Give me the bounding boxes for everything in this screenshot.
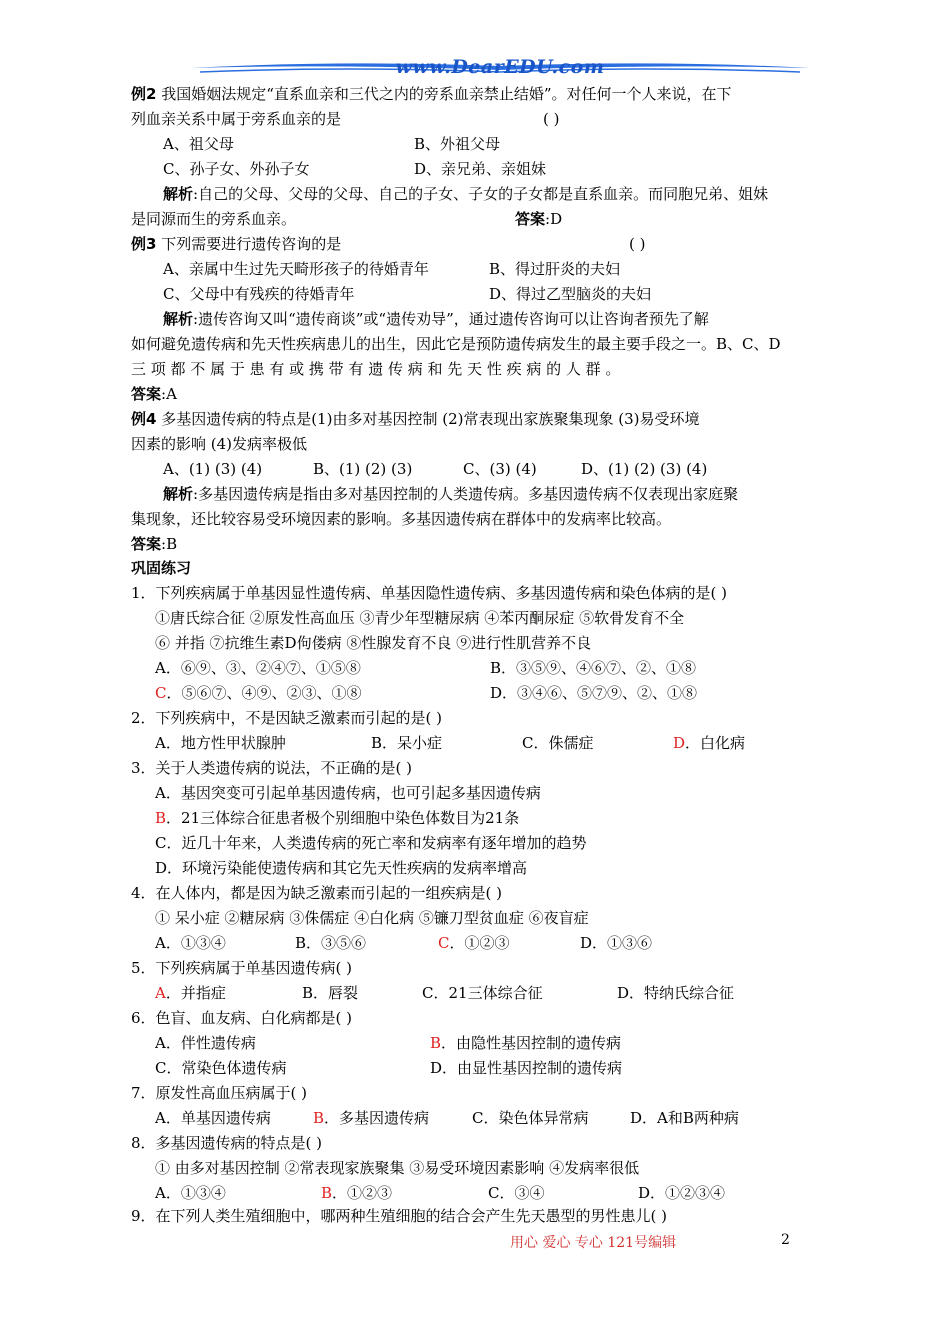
practice-q1-items2: ⑥ 并指 ⑦抗维生素D佝偻病 ⑧性腺发育不良 ⑨进行性肌营养不良 [155, 634, 592, 652]
ex4-answer: :B [161, 535, 178, 553]
ex4-answer-label: 答案 [131, 535, 162, 553]
ex2-options-row1 [163, 134, 501, 154]
practice-q3-stem: 3．关于人类遗传病的说法，不正确的是( ) [131, 759, 413, 777]
practice-q7-options [155, 1108, 739, 1128]
ex4-option-d: D、(1) (2) (3) (4) [581, 460, 708, 478]
practice-q8-option-a: A．①③④ [155, 1184, 226, 1202]
ex2-analysis-text2: 是同源而生的旁系血亲。 [131, 210, 297, 228]
practice-q6-option-d: D．由显性基因控制的遗传病 [430, 1059, 623, 1077]
practice-q2-option-b: B．呆小症 [371, 734, 443, 752]
ex3-analysis-line3 [131, 359, 620, 379]
ex4-option-a: A、(1) (3) (4) [163, 460, 263, 478]
practice-q1-options-row2 [155, 683, 698, 703]
ex4-option-c: C、(3) (4) [463, 460, 537, 478]
practice-q1-option-a: A．⑥⑨、③、②④⑦、①⑤⑧ [155, 659, 361, 677]
practice-q6-option-b: ．由隐性基因控制的遗传病 [441, 1034, 622, 1052]
practice-q5-answer-mark: A [155, 984, 166, 1002]
ex3-option-d: D、得过乙型脑炎的夫妇 [489, 285, 652, 303]
page-number: 2 [781, 1232, 790, 1248]
ex3-analysis-line1 [163, 309, 709, 329]
practice-q1-option-c: ．⑤⑥⑦、④⑨、②③、①⑧ [166, 684, 362, 702]
practice-q1-answer-mark: C [155, 684, 167, 702]
ex4-question-line2 [131, 434, 307, 454]
ex2-q1: 我国婚姻法规定“直系血亲和三代之内的旁系血亲禁止结婚”。对任何一个人来说，在下 [156, 85, 732, 103]
practice-q4-answer-mark: C [438, 934, 450, 952]
ex2-label: 例2 [131, 85, 157, 103]
ex2-analysis-label: 解析 [163, 185, 194, 203]
ex3-answer: :A [161, 385, 177, 403]
practice-title: 巩固练习 [131, 559, 192, 577]
ex4-q1: 多基因遗传病的特点是(1)由多对基因控制 (2)常表现出家族聚集现象 (3)易受环境 [156, 410, 700, 428]
ex2-analysis-line2 [131, 209, 563, 229]
practice-q8-option-d: D．①②③④ [638, 1184, 726, 1202]
practice-q5-option-c: C．21三体综合征 [422, 984, 543, 1002]
practice-q5-option-d: D．特纳氏综合征 [617, 984, 735, 1002]
practice-q1-options-row1 [155, 658, 697, 678]
dearedu-logo [180, 52, 820, 88]
ex2-q2: 列血亲关系中属于旁系血亲的是 [131, 110, 342, 128]
practice-q1-items1: ①唐氏综合征 ②原发性高血压 ③青少年型糖尿病 ④苯丙酮尿症 ⑤软骨发育不全 [155, 609, 685, 627]
ex2-option-c: C、孙子女、外孙子女 [163, 160, 310, 178]
practice-q9-stem: 9．在下列人类生殖细胞中，哪两种生殖细胞的结合会产生先天愚型的男性患儿( ) [131, 1207, 668, 1225]
practice-q2-option-a: A．地方性甲状腺肿 [155, 734, 286, 752]
ex3-option-c: C、父母中有残疾的待婚青年 [163, 285, 355, 303]
practice-q7-stem: 7．原发性高血压病属于( ) [131, 1084, 308, 1102]
ex3-q: 下列需要进行遗传咨询的是 [156, 235, 342, 253]
ex3-analysis-text3: 三 项 都 不 属 于 患 有 或 携 带 有 遗 传 病 和 先 天 性 疾 病 的 人 群 。 [131, 360, 621, 378]
practice-q2-answer-mark: D [673, 734, 686, 752]
practice-q3-option-b-line [155, 808, 519, 828]
ex2-option-b: B、外祖父母 [414, 135, 501, 153]
practice-q8-answer-mark: B [321, 1184, 333, 1202]
practice-q7-option-a: A．单基因遗传病 [155, 1109, 271, 1127]
ex2-options-row2 [163, 159, 547, 179]
practice-q6-option-a: A．伴性遗传病 [155, 1034, 256, 1052]
practice-q3-option-d: D．环境污染能使遗传病和其它先天性疾病的发病率增高 [155, 859, 528, 877]
practice-q7-option-d: D．A和B两种病 [630, 1109, 739, 1127]
ex2-analysis-line1 [163, 184, 768, 204]
ex3-option-b: B、得过肝炎的夫妇 [489, 260, 621, 278]
ex2-answer: :D [545, 210, 563, 228]
practice-q5-options [155, 983, 735, 1003]
practice-q4-stem: 4．在人体内，都是因为缺乏激素而引起的一组疾病是( ) [131, 884, 503, 902]
practice-q5-option-a: ．并指症 [165, 984, 226, 1002]
ex4-question-line1 [131, 409, 700, 429]
practice-q3-option-a: A．基因突变可引起单基因遗传病，也可引起多基因遗传病 [155, 784, 541, 802]
practice-q2-stem: 2．下列疾病中，不是因缺乏激素而引起的是( ) [131, 709, 443, 727]
ex4-analysis-text1: :多基因遗传病是指由多对基因控制的人类遗传病。多基因遗传病不仅表现出家庭聚 [193, 485, 739, 503]
practice-q8-items: ① 由多对基因控制 ②常表现家族聚集 ③易受环境因素影响 ④发病率很低 [155, 1159, 640, 1177]
practice-q6-option-c: C．常染色体遗传病 [155, 1059, 287, 1077]
ex3-option-a: A、亲属中生过先天畸形孩子的待婚青年 [163, 260, 429, 278]
practice-q7-option-b: ．多基因遗传病 [324, 1109, 430, 1127]
practice-q6-options-row1 [155, 1033, 622, 1053]
ex4-answer-line [131, 534, 177, 554]
practice-q3-option-b: ．21三体综合征患者极个别细胞中染色体数目为21条 [166, 809, 520, 827]
ex4-analysis-line2 [131, 509, 671, 529]
ex2-question-line2 [131, 109, 560, 129]
practice-q1-option-d: D．③④⑥、⑤⑦⑨、②、①⑧ [490, 684, 698, 702]
practice-q1-stem: 1．下列疾病属于单基因显性遗传病、单基因隐性遗传病、多基因遗传病和染色体病的是( ) [131, 584, 728, 602]
practice-q5-option-b: B．唇裂 [302, 984, 359, 1002]
ex3-analysis-text1: :遗传咨询又叫“遗传商谈”或“遗传劝导”，通过遗传咨询可以让咨询者预先了解 [193, 310, 709, 328]
ex3-label: 例3 [131, 235, 157, 253]
practice-q4-option-b: B．③⑤⑥ [295, 934, 367, 952]
practice-q4-option-d: D．①③⑥ [580, 934, 653, 952]
practice-q3-option-c: C．近几十年来，人类遗传病的死亡率和发病率有逐年增加的趋势 [155, 834, 587, 852]
practice-q6-stem: 6．色盲、血友病、白化病都是( ) [131, 1009, 353, 1027]
practice-q5-stem: 5．下列疾病属于单基因遗传病( ) [131, 959, 353, 977]
ex2-question-line1 [131, 84, 732, 104]
ex2-option-a: A、祖父母 [163, 135, 234, 153]
practice-q8-option-b: ．①②③ [332, 1184, 393, 1202]
practice-q2-option-d: ．白化病 [685, 734, 746, 752]
ex3-question [131, 234, 646, 254]
ex4-analysis-label: 解析 [163, 485, 194, 503]
practice-q1-option-b: B．③⑤⑨、④⑥⑦、②、①⑧ [490, 659, 697, 677]
practice-q2-option-c: C．侏儒症 [522, 734, 594, 752]
practice-q4-option-a: A．①③④ [155, 934, 226, 952]
practice-q7-option-c: C．染色体异常病 [472, 1109, 589, 1127]
ex3-answer-line [131, 384, 177, 404]
ex3-options-row2 [163, 284, 652, 304]
ex2-paren: ( ) [543, 110, 560, 128]
ex2-answer-label: 答案 [515, 210, 546, 228]
ex2-option-d: D、亲兄弟、亲姐妹 [414, 160, 547, 178]
ex4-analysis-line1 [163, 484, 738, 504]
ex3-answer-label: 答案 [131, 385, 162, 403]
ex4-label: 例4 [131, 410, 157, 428]
practice-q4-options [155, 933, 653, 953]
practice-q8-stem: 8．多基因遗传病的特点是( ) [131, 1134, 323, 1152]
ex3-analysis-text2: 如何避免遗传病和先天性疾病患儿的出生，因此它是预防遗传病发生的最主要手段之一。B、C、D [131, 335, 781, 353]
practice-q8-options [155, 1183, 726, 1203]
logo-text: www.DearEDU.com [395, 56, 605, 78]
practice-q8-option-c: C．③④ [488, 1184, 545, 1202]
practice-q2-options [155, 733, 746, 753]
ex4-options [163, 459, 708, 479]
ex4-option-b: B、(1) (2) (3) [313, 460, 413, 478]
ex3-analysis-label: 解析 [163, 310, 194, 328]
footer-text: 用心 爱心 专心 121号编辑 [510, 1235, 677, 1251]
practice-q6-options-row2 [155, 1058, 623, 1078]
practice-q7-answer-mark: B [313, 1109, 325, 1127]
ex3-options-row1 [163, 259, 621, 279]
ex2-analysis-text1: :自己的父母、父母的父母、自己的子女、子女的子女都是直系血亲。而同胞兄弟、姐妹 [193, 185, 769, 203]
practice-q3-answer-mark: B [155, 809, 167, 827]
practice-q6-answer-mark: B [430, 1034, 442, 1052]
practice-q4-items: ① 呆小症 ②糖尿病 ③侏儒症 ④白化病 ⑤镰刀型贫血症 ⑥夜盲症 [155, 909, 589, 927]
practice-q4-option-c: ．①②③ [449, 934, 510, 952]
ex3-analysis-line2 [131, 334, 781, 354]
ex4-analysis-text2: 集现象，还比较容易受环境因素的影响。多基因遗传病在群体中的发病率比较高。 [131, 510, 672, 528]
ex3-paren: ( ) [629, 235, 646, 253]
ex4-q2: 因素的影响 (4)发病率极低 [131, 435, 308, 453]
